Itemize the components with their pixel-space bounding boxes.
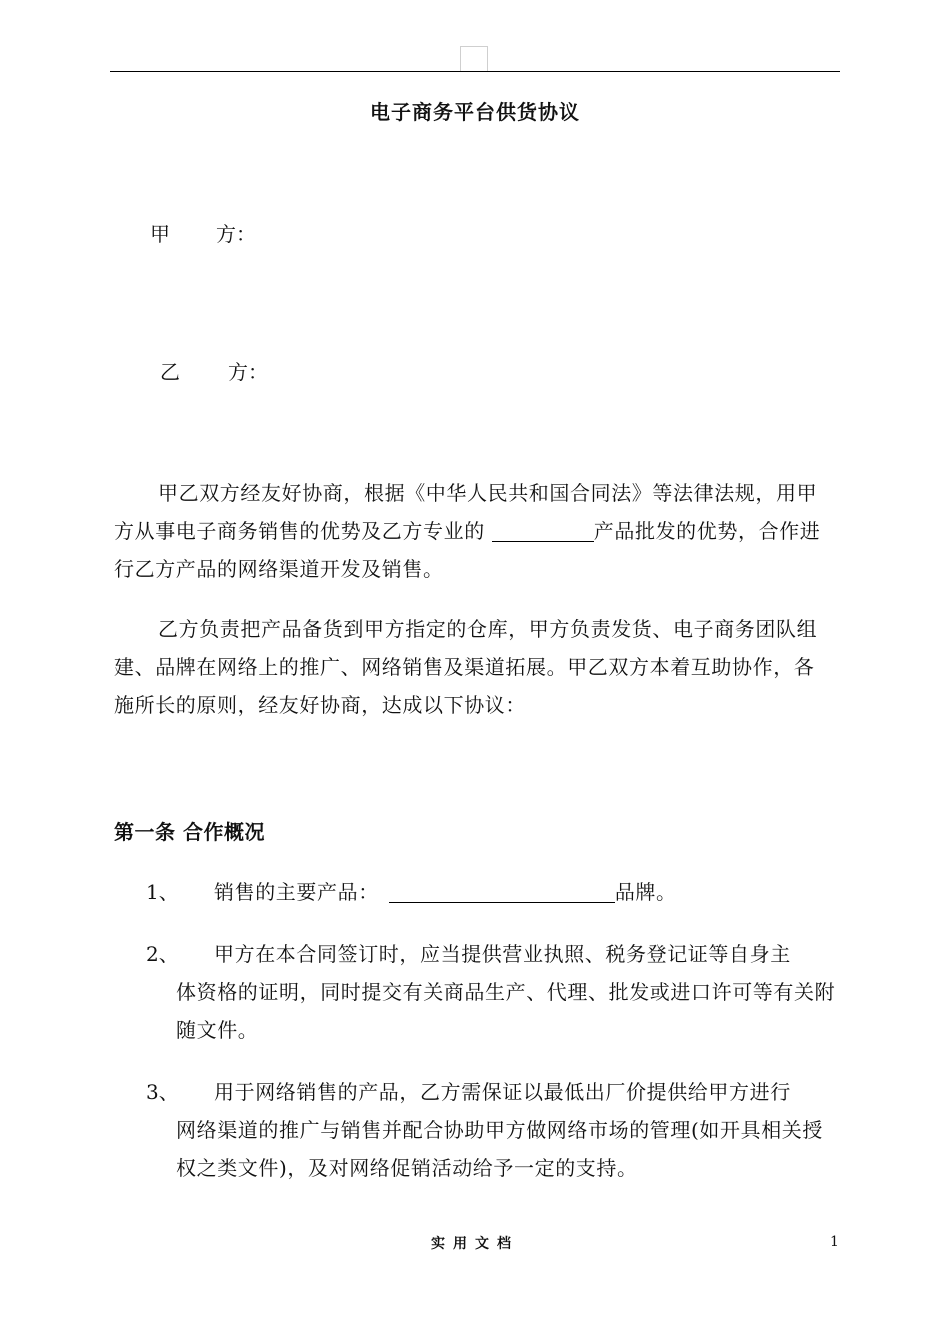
item-3-continuation: 网络渠道的推广与销售并配合协助甲方做网络市场的管理(如开具相关授权之类文件)，及对网络促销活动给予一定的支持。 bbox=[176, 1118, 824, 1180]
page-number: 1 bbox=[830, 1234, 839, 1250]
party-b-line bbox=[160, 356, 268, 385]
item-2-continuation: 体资格的证明，同时提交有关商品生产、代理、批发或进口许可等有关附随文件。 bbox=[176, 980, 836, 1042]
intro-paragraph-2: 乙方负责把产品备货到甲方指定的仓库，甲方负责发货、电子商务团队组建、品牌在网络上的推广、网络销售及渠道拓展。甲乙双方本着互助协作，各施所长的原则，经友好协商，达成以下协议： bbox=[114, 617, 818, 717]
header-box bbox=[460, 46, 488, 72]
document-title: 电子商务平台供货协议 bbox=[370, 100, 580, 124]
intro-paragraph-1 bbox=[114, 474, 834, 588]
item-1-number: 1、 bbox=[146, 880, 179, 904]
section-1-heading: 第一条 合作概况 bbox=[114, 820, 265, 844]
party-a-suffix: 方： bbox=[216, 222, 256, 246]
party-b-suffix: 方： bbox=[228, 360, 268, 384]
party-b-label: 乙 bbox=[160, 360, 180, 384]
footer-label: 实用文档 bbox=[431, 1236, 519, 1252]
main-product-blank bbox=[389, 878, 615, 903]
intro-p1-text-b: 产品批发的优势，合作进行乙方产品的网络渠道开发及销售。 bbox=[114, 519, 821, 581]
item-1-text-a: 销售的主要产品： bbox=[214, 880, 379, 904]
item-1-text-b: 品牌。 bbox=[614, 880, 677, 904]
party-a-label: 甲 bbox=[150, 222, 170, 246]
clause-item-2 bbox=[146, 935, 840, 1049]
item-2-line-1: 甲方在本合同签订时，应当提供营业执照、税务登记证等自身主 bbox=[214, 942, 791, 966]
intro-p1-text-a: 甲乙双方经友好协商，根据《中华人民共和国合同法》等法律法规，用甲方从事电子商务销售的优势及乙方专业的 bbox=[114, 481, 818, 543]
party-a-line bbox=[150, 218, 256, 247]
clause-item-1 bbox=[146, 873, 840, 911]
clause-item-3 bbox=[146, 1073, 840, 1187]
product-type-blank bbox=[492, 517, 594, 542]
item-3-number: 3、 bbox=[146, 1080, 179, 1104]
header-rule bbox=[110, 71, 840, 72]
item-2-number: 2、 bbox=[146, 942, 179, 966]
item-3-line-1: 用于网络销售的产品，乙方需保证以最低出厂价提供给甲方进行 bbox=[214, 1080, 791, 1104]
item-1-text bbox=[146, 873, 840, 911]
